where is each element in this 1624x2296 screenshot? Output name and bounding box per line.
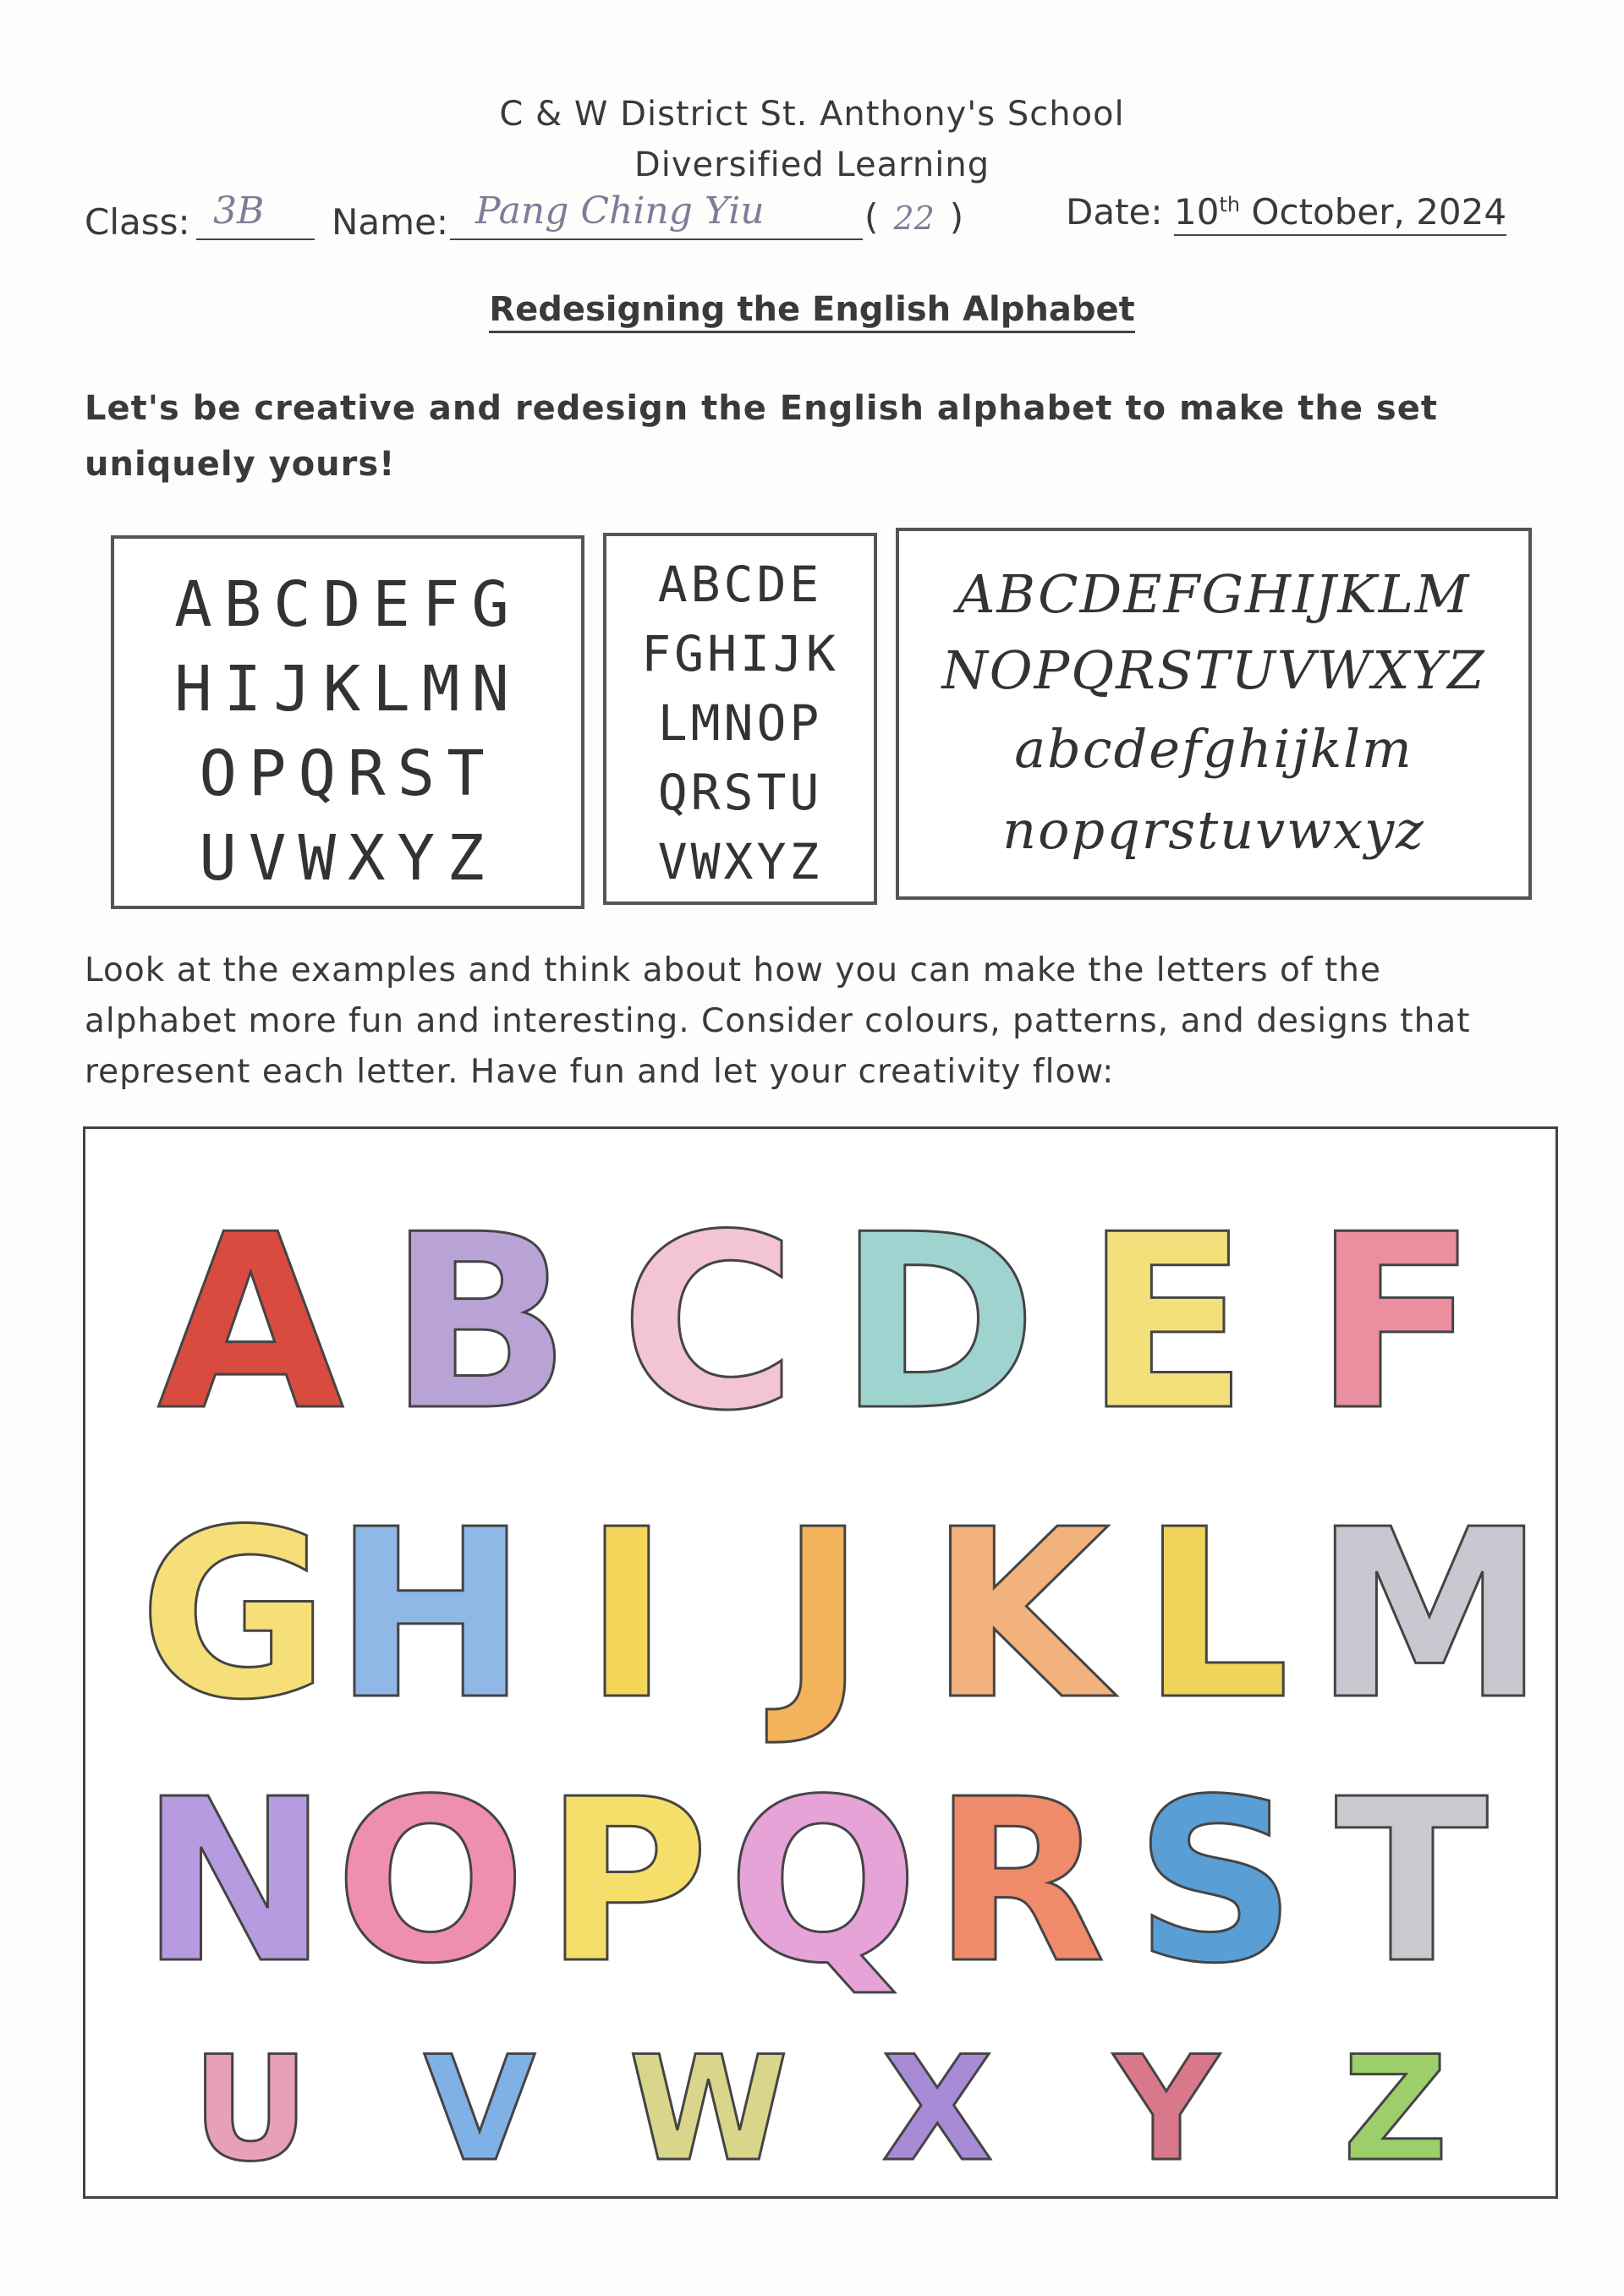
drawn-letter-z: Z bbox=[1342, 2025, 1448, 2194]
drawn-letter-u: U bbox=[191, 2025, 310, 2194]
drawn-letter-q: Q bbox=[727, 1751, 919, 2013]
example-box-2 bbox=[603, 533, 877, 905]
class-field bbox=[196, 189, 315, 240]
date-label: Date: bbox=[1066, 191, 1163, 233]
drawn-letter-g: G bbox=[138, 1479, 331, 1751]
school-name: C & W District St. Anthony's School bbox=[499, 95, 1125, 134]
drawing-area bbox=[83, 1126, 1558, 2199]
student-number: ( 22 ) bbox=[864, 196, 964, 238]
drawn-letter-h: H bbox=[332, 1479, 529, 1751]
name-label: Name: bbox=[332, 201, 449, 243]
drawn-letter-i: I bbox=[583, 1479, 671, 1751]
drawn-letter-t: T bbox=[1335, 1751, 1489, 2013]
example2-row: QRSTU bbox=[657, 764, 823, 821]
drawn-letter-v: V bbox=[423, 2025, 536, 2194]
example3-row: nopqrstuvwxyz bbox=[1002, 799, 1425, 861]
intro-text: Let's be creative and redesign the English alphabet to make the set uniquely yours! bbox=[85, 389, 1438, 484]
instructions-text: Look at the examples and think about how you can make the letters of the alphabet more fun and interesting. Consider colours, patterns, and designs that represent each letter. Have fun and let your creativity flow: bbox=[85, 951, 1471, 1091]
class-label: Class: bbox=[85, 201, 190, 243]
example-box-3 bbox=[896, 528, 1532, 900]
student-info-line bbox=[85, 188, 1539, 243]
date-value: 10th October, 2024 bbox=[1174, 191, 1506, 236]
example2-row: LMNOP bbox=[657, 694, 823, 752]
worksheet-title: Redesigning the English Alphabet bbox=[0, 290, 1624, 329]
class-value: 3B bbox=[213, 189, 265, 233]
drawn-letter-j: J bbox=[779, 1479, 867, 1751]
drawn-letter-b: B bbox=[387, 1183, 572, 1464]
drawn-letter-o: O bbox=[334, 1751, 527, 2013]
example2-row: ABCDE bbox=[657, 556, 823, 613]
drawn-letter-n: N bbox=[140, 1751, 329, 2013]
example2-row: FGHIJK bbox=[641, 625, 839, 682]
example-box-1 bbox=[111, 535, 584, 909]
drawn-letter-e: E bbox=[1084, 1183, 1249, 1464]
name-value: Pang Ching Yiu bbox=[475, 189, 765, 233]
drawn-letter-f: F bbox=[1313, 1183, 1478, 1464]
drawn-letter-k: K bbox=[929, 1479, 1110, 1751]
drawn-letter-l: L bbox=[1141, 1479, 1290, 1751]
program-title: Diversified Learning bbox=[634, 145, 990, 184]
example3-row: ABCDEFGHIJKLM bbox=[957, 563, 1471, 625]
drawn-letter-d: D bbox=[837, 1183, 1038, 1464]
example3-row: abcdefghijklm bbox=[1014, 718, 1413, 780]
drawn-letter-m: M bbox=[1314, 1479, 1546, 1751]
student-number-value: 22 bbox=[893, 200, 935, 237]
drawn-letter-y: Y bbox=[1114, 2025, 1219, 2194]
example1-row: HIJKLMN bbox=[174, 653, 521, 726]
example1-row: UVWXYZ bbox=[199, 822, 497, 895]
example3-row: NOPQRSTUVWXYZ bbox=[941, 639, 1486, 701]
drawn-letter-p: P bbox=[544, 1751, 710, 2013]
example1-row: ABCDEFG bbox=[174, 568, 521, 641]
drawn-letter-x: X bbox=[881, 2025, 994, 2194]
drawn-letter-s: S bbox=[1134, 1751, 1297, 2013]
drawn-letter-r: R bbox=[932, 1751, 1106, 2013]
example1-row: OPQRST bbox=[199, 737, 497, 810]
drawn-letter-w: W bbox=[628, 2025, 788, 2194]
example2-row: VWXYZ bbox=[657, 833, 823, 890]
drawn-letter-c: C bbox=[620, 1183, 798, 1464]
name-field bbox=[450, 189, 863, 240]
drawn-letter-a: A bbox=[157, 1183, 344, 1464]
